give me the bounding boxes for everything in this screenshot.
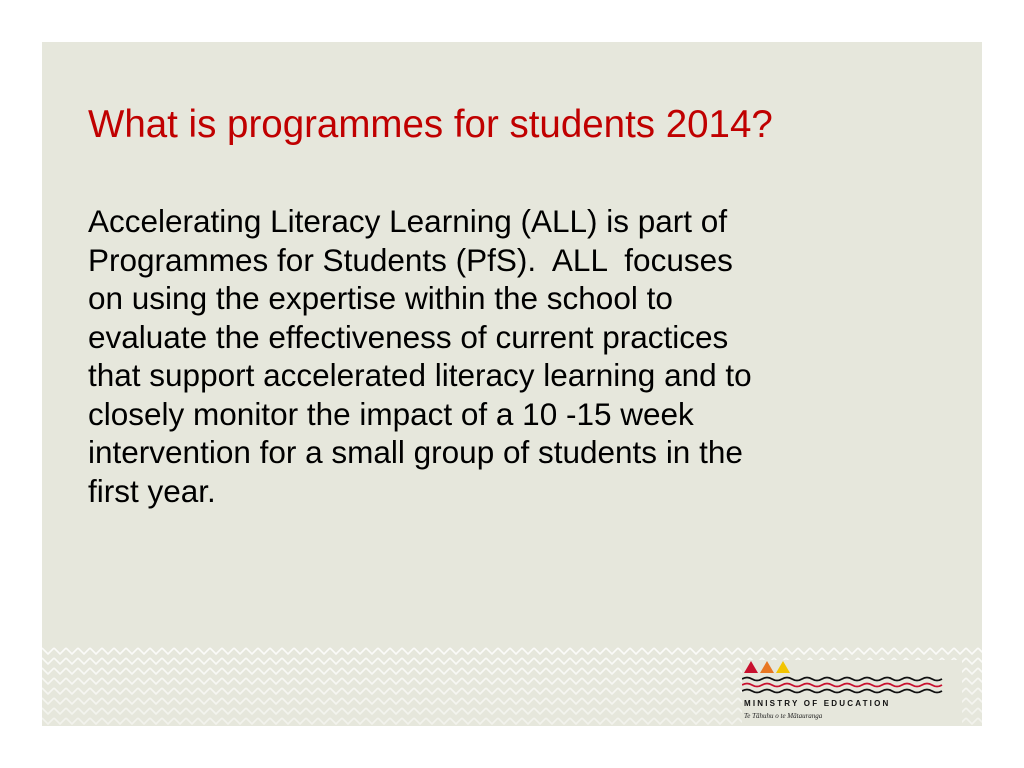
slide-title: What is programmes for students 2014?	[88, 103, 773, 146]
body-line: that support accelerated literacy learning and to	[88, 357, 752, 393]
slide	[42, 42, 982, 726]
logo-subtitle: Te Tāhuhu o te Mātauranga	[744, 712, 823, 720]
body-line: first year.	[88, 472, 216, 509]
ministry-logo	[742, 660, 962, 726]
body-line: evaluate the effectiveness of current practices	[88, 318, 729, 355]
logo-waves-icon	[742, 676, 952, 698]
body-line: Accelerating Literacy Learning (ALL) is part of	[88, 203, 728, 239]
body-line: Programmes for Students (PfS). ALL focuses	[88, 241, 733, 278]
body-line: intervention for a small group of students in the	[88, 434, 743, 470]
body-line: closely monitor the impact of a 10 -15 week	[88, 395, 694, 432]
logo-name: MINISTRY OF EDUCATION	[744, 699, 891, 708]
slide-body	[88, 202, 982, 510]
body-line: on using the expertise within the school to	[88, 280, 673, 316]
logo-triangles-icon	[742, 660, 802, 674]
